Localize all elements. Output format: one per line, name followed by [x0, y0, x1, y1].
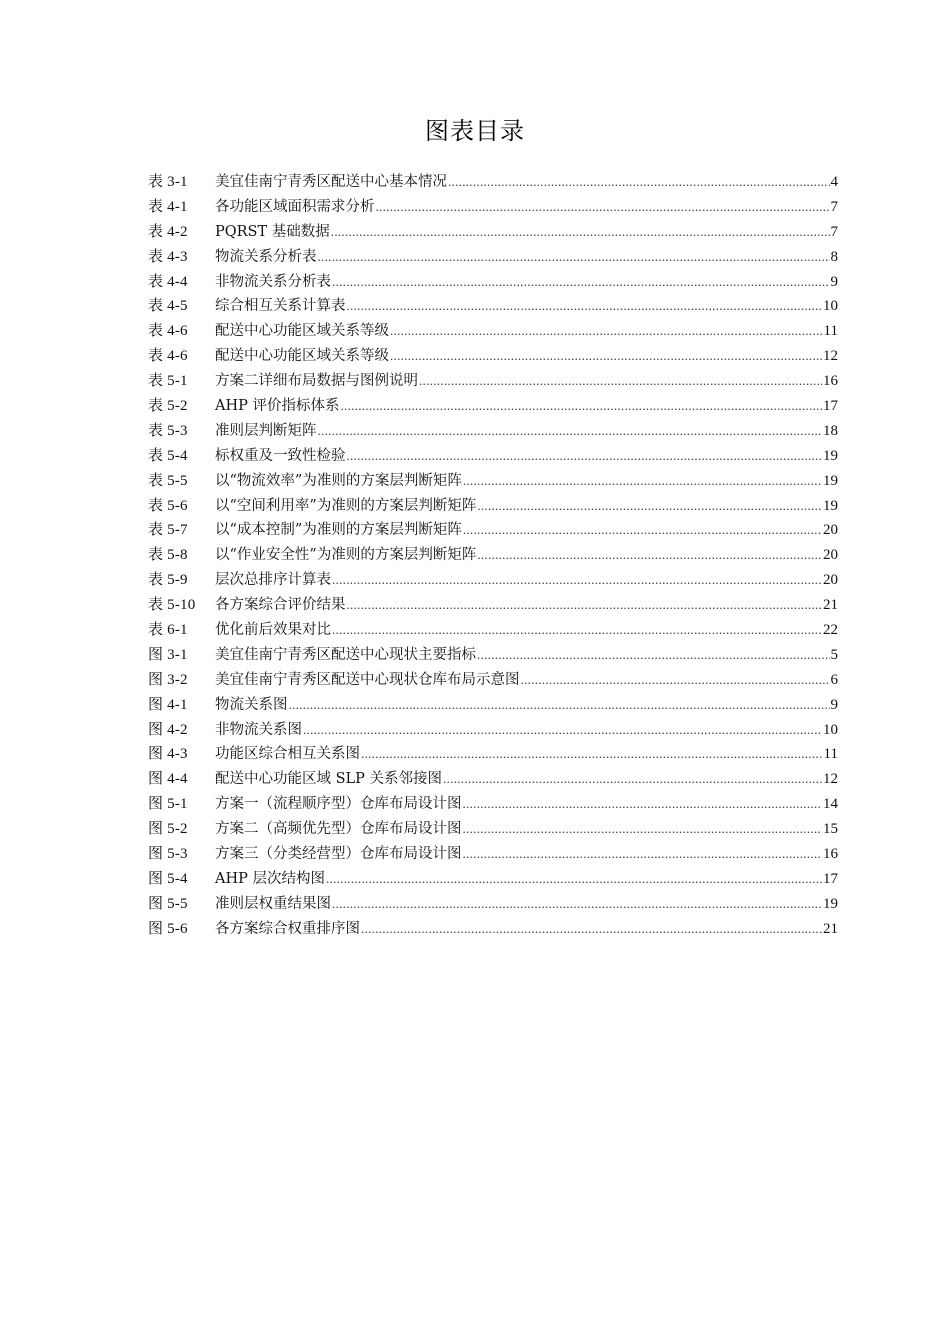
- toc-entry-label: 表 5-9: [148, 572, 188, 589]
- toc-entry-title: 以“成本控制”为准则的方案层判断矩阵: [215, 522, 462, 539]
- toc-dot-leader: [332, 270, 830, 295]
- toc-entry-label: 图 3-1: [148, 646, 188, 663]
- toc-entry-page-number: 20: [823, 522, 838, 539]
- toc-dot-leader: [332, 568, 822, 593]
- toc-entry-title: 配送中心功能区域关系等级: [215, 348, 389, 365]
- toc-entry-label: 图 5-6: [148, 920, 188, 937]
- toc-entry-label: 图 5-1: [148, 796, 188, 813]
- toc-entry[interactable]: [148, 693, 838, 718]
- toc-entry-page-number: 12: [823, 771, 838, 788]
- toc-entry-title: 美宜佳南宁青秀区配送中心现状仓库布局示意图: [215, 671, 520, 688]
- toc-dot-leader: [289, 693, 830, 718]
- toc-entry-title: 方案三（分类经营型）仓库布局设计图: [215, 846, 462, 863]
- toc-entry-page-number: 18: [823, 422, 838, 439]
- toc-entry-page-number: 17: [823, 870, 838, 887]
- toc-entry-title: 各方案综合权重排序图: [215, 920, 360, 937]
- toc-entry[interactable]: [148, 494, 838, 519]
- toc-entry[interactable]: [148, 344, 838, 369]
- toc-entry[interactable]: [148, 718, 838, 743]
- toc-entry-label: 图 4-3: [148, 746, 188, 763]
- toc-entry-title: 非物流关系图: [215, 721, 302, 738]
- toc-dot-leader: [340, 394, 822, 419]
- toc-entry-title: 各方案综合评价结果: [215, 597, 346, 614]
- toc-entry-title: 物流关系图: [215, 696, 288, 713]
- toc-entry-label: 表 6-1: [148, 622, 188, 639]
- toc-entry-page-number: 19: [823, 895, 838, 912]
- toc-dot-leader: [331, 220, 830, 245]
- toc-entry[interactable]: [148, 220, 838, 245]
- toc-entry-label: 表 4-6: [148, 348, 188, 365]
- toc-dot-leader: [318, 245, 830, 270]
- toc-entry-page-number: 21: [823, 920, 838, 937]
- toc-entry-label: 图 5-4: [148, 870, 188, 887]
- toc-entry[interactable]: [148, 917, 838, 942]
- toc-entry[interactable]: [148, 319, 838, 344]
- toc-entry-page-number: 7: [830, 198, 838, 215]
- toc-entry-page-number: 15: [823, 821, 838, 838]
- toc-entry-label: 表 4-4: [148, 273, 188, 290]
- toc-dot-leader: [347, 593, 823, 618]
- toc-entry-title: 综合相互关系计算表: [215, 298, 346, 315]
- toc-entry-page-number: 19: [823, 497, 838, 514]
- toc-entry-label: 图 3-2: [148, 671, 188, 688]
- toc-dot-leader: [361, 742, 823, 767]
- toc-dot-leader: [332, 618, 822, 643]
- toc-entry-page-number: 19: [823, 447, 838, 464]
- toc-entry-label: 表 5-3: [148, 422, 188, 439]
- toc-entry-page-number: 16: [823, 846, 838, 863]
- toc-entry-page-number: 22: [823, 622, 838, 639]
- toc-entry[interactable]: [148, 170, 838, 195]
- toc-entry-title: 层次总排序计算表: [215, 572, 331, 589]
- toc-entry-label: 表 4-5: [148, 298, 188, 315]
- toc-entry-label: 表 5-4: [148, 447, 188, 464]
- toc-entry-title: 非物流关系分析表: [215, 273, 331, 290]
- toc-entry-label: 表 4-1: [148, 198, 188, 215]
- toc-dot-leader: [463, 518, 822, 543]
- toc-entry-label: 图 4-1: [148, 696, 188, 713]
- toc-dot-leader: [463, 792, 823, 817]
- toc-dot-leader: [477, 643, 830, 668]
- toc-dot-leader: [463, 842, 823, 867]
- toc-dot-leader: [477, 543, 822, 568]
- toc-entry-title: 以“空间利用率”为准则的方案层判断矩阵: [215, 497, 477, 514]
- toc-entry-label: 表 5-1: [148, 373, 188, 390]
- toc-entry-page-number: 8: [830, 248, 838, 265]
- toc-entry[interactable]: [148, 294, 838, 319]
- toc-entry-title: 配送中心功能区域关系等级: [215, 323, 389, 340]
- toc-entry-label: 表 5-2: [148, 398, 188, 415]
- toc-entry-page-number: 9: [830, 273, 838, 290]
- page-title: 图表目录: [425, 117, 525, 145]
- toc-entry[interactable]: [148, 668, 838, 693]
- toc-entry-title: 优化前后效果对比: [215, 622, 331, 639]
- toc-entry-page-number: 5: [830, 646, 838, 663]
- toc-dot-leader: [443, 767, 822, 792]
- toc-entry-title: 方案二（高频优先型）仓库布局设计图: [215, 821, 462, 838]
- toc-entry-label: 图 5-3: [148, 846, 188, 863]
- toc-entry-page-number: 17: [823, 398, 838, 415]
- toc-entry[interactable]: [148, 618, 838, 643]
- toc-entry-page-number: 9: [830, 696, 838, 713]
- toc-entry-page-number: 10: [823, 721, 838, 738]
- toc-dot-leader: [303, 718, 822, 743]
- toc-dot-leader: [347, 294, 823, 319]
- toc-entry-page-number: 7: [830, 223, 838, 240]
- toc-entry-title: AHP 层次结构图: [215, 870, 325, 887]
- toc-entry[interactable]: [148, 369, 838, 394]
- toc-entry-label: 表 4-2: [148, 223, 188, 240]
- toc-entry[interactable]: [148, 270, 838, 295]
- toc-entry-title: 方案一（流程顺序型）仓库布局设计图: [215, 796, 462, 813]
- toc-entry-page-number: 19: [823, 472, 838, 489]
- toc-entry-title: PQRST 基础数据: [215, 223, 330, 240]
- toc-entry-page-number: 12: [823, 348, 838, 365]
- toc-entry-title: 准则层判断矩阵: [215, 422, 317, 439]
- toc-dot-leader: [448, 170, 830, 195]
- toc-entry-title: AHP 评价指标体系: [215, 398, 340, 415]
- toc-entry-label: 图 4-2: [148, 721, 188, 738]
- toc-entry[interactable]: [148, 444, 838, 469]
- toc-entry[interactable]: [148, 195, 838, 220]
- toc-dot-leader: [376, 195, 830, 220]
- toc-entry[interactable]: [148, 643, 838, 668]
- toc-entry[interactable]: [148, 792, 838, 817]
- toc-dot-leader: [463, 469, 822, 494]
- toc-entry-title: 准则层权重结果图: [215, 895, 331, 912]
- toc-entry-label: 图 5-2: [148, 821, 188, 838]
- toc-entry-page-number: 11: [823, 323, 838, 340]
- toc-dot-leader: [332, 892, 822, 917]
- toc-entry-page-number: 4: [830, 174, 838, 190]
- table-of-figures-list: [148, 170, 838, 942]
- toc-entry[interactable]: [148, 469, 838, 494]
- toc-entry-label: 表 5-8: [148, 547, 188, 564]
- toc-entry-label: 表 5-6: [148, 497, 188, 514]
- toc-entry-label: 表 4-3: [148, 248, 188, 265]
- toc-dot-leader: [390, 319, 823, 344]
- toc-dot-leader: [463, 817, 823, 842]
- toc-entry-label: 图 4-4: [148, 771, 188, 788]
- toc-dot-leader: [419, 369, 822, 394]
- toc-entry-title: 物流关系分析表: [215, 248, 317, 265]
- toc-entry-title: 方案二详细布局数据与图例说明: [215, 373, 418, 390]
- toc-entry-label: 图 5-5: [148, 895, 188, 912]
- toc-entry[interactable]: [148, 543, 838, 568]
- toc-entry-label: 表 3-1: [148, 174, 188, 190]
- toc-entry-page-number: 6: [830, 671, 838, 688]
- toc-entry[interactable]: [148, 867, 838, 892]
- toc-entry-page-number: 21: [823, 597, 838, 614]
- toc-entry-page-number: 16: [823, 373, 838, 390]
- toc-entry[interactable]: [148, 419, 838, 444]
- toc-dot-leader: [477, 494, 822, 519]
- toc-dot-leader: [361, 917, 822, 942]
- toc-entry-title: 标权重及一致性检验: [215, 447, 346, 464]
- toc-entry[interactable]: [148, 767, 838, 792]
- toc-entry-page-number: 11: [823, 746, 838, 763]
- toc-entry-title: 以“物流效率”为准则的方案层判断矩阵: [215, 472, 462, 489]
- toc-entry[interactable]: [148, 394, 838, 419]
- toc-entry-page-number: 20: [823, 547, 838, 564]
- toc-entry[interactable]: [148, 742, 838, 767]
- toc-entry-title: 以“作业安全性”为准则的方案层判断矩阵: [215, 547, 477, 564]
- toc-dot-leader: [347, 444, 823, 469]
- toc-dot-leader: [326, 867, 822, 892]
- toc-entry-page-number: 14: [823, 796, 838, 813]
- toc-entry[interactable]: [148, 593, 838, 618]
- toc-entry-label: 表 5-10: [148, 597, 196, 614]
- toc-entry-label: 表 4-6: [148, 323, 188, 340]
- toc-entry-page-number: 10: [823, 298, 838, 315]
- toc-entry[interactable]: [148, 817, 838, 842]
- toc-entry[interactable]: [148, 892, 838, 917]
- toc-dot-leader: [390, 344, 822, 369]
- toc-entry-title: 配送中心功能区域 SLP 关系邻接图: [215, 771, 443, 788]
- toc-entry[interactable]: [148, 568, 838, 593]
- toc-entry-label: 表 5-5: [148, 472, 188, 489]
- toc-entry-title: 功能区综合相互关系图: [215, 746, 360, 763]
- toc-entry-title: 美宜佳南宁青秀区配送中心现状主要指标: [215, 646, 476, 663]
- toc-entry[interactable]: [148, 245, 838, 270]
- toc-entry-title: 各功能区域面积需求分析: [215, 198, 375, 215]
- toc-entry-title: 美宜佳南宁青秀区配送中心基本情况: [215, 174, 447, 190]
- toc-entry[interactable]: [148, 518, 838, 543]
- toc-dot-leader: [521, 668, 830, 693]
- toc-entry-label: 表 5-7: [148, 522, 188, 539]
- toc-dot-leader: [318, 419, 823, 444]
- toc-entry-page-number: 20: [823, 572, 838, 589]
- toc-entry[interactable]: [148, 842, 838, 867]
